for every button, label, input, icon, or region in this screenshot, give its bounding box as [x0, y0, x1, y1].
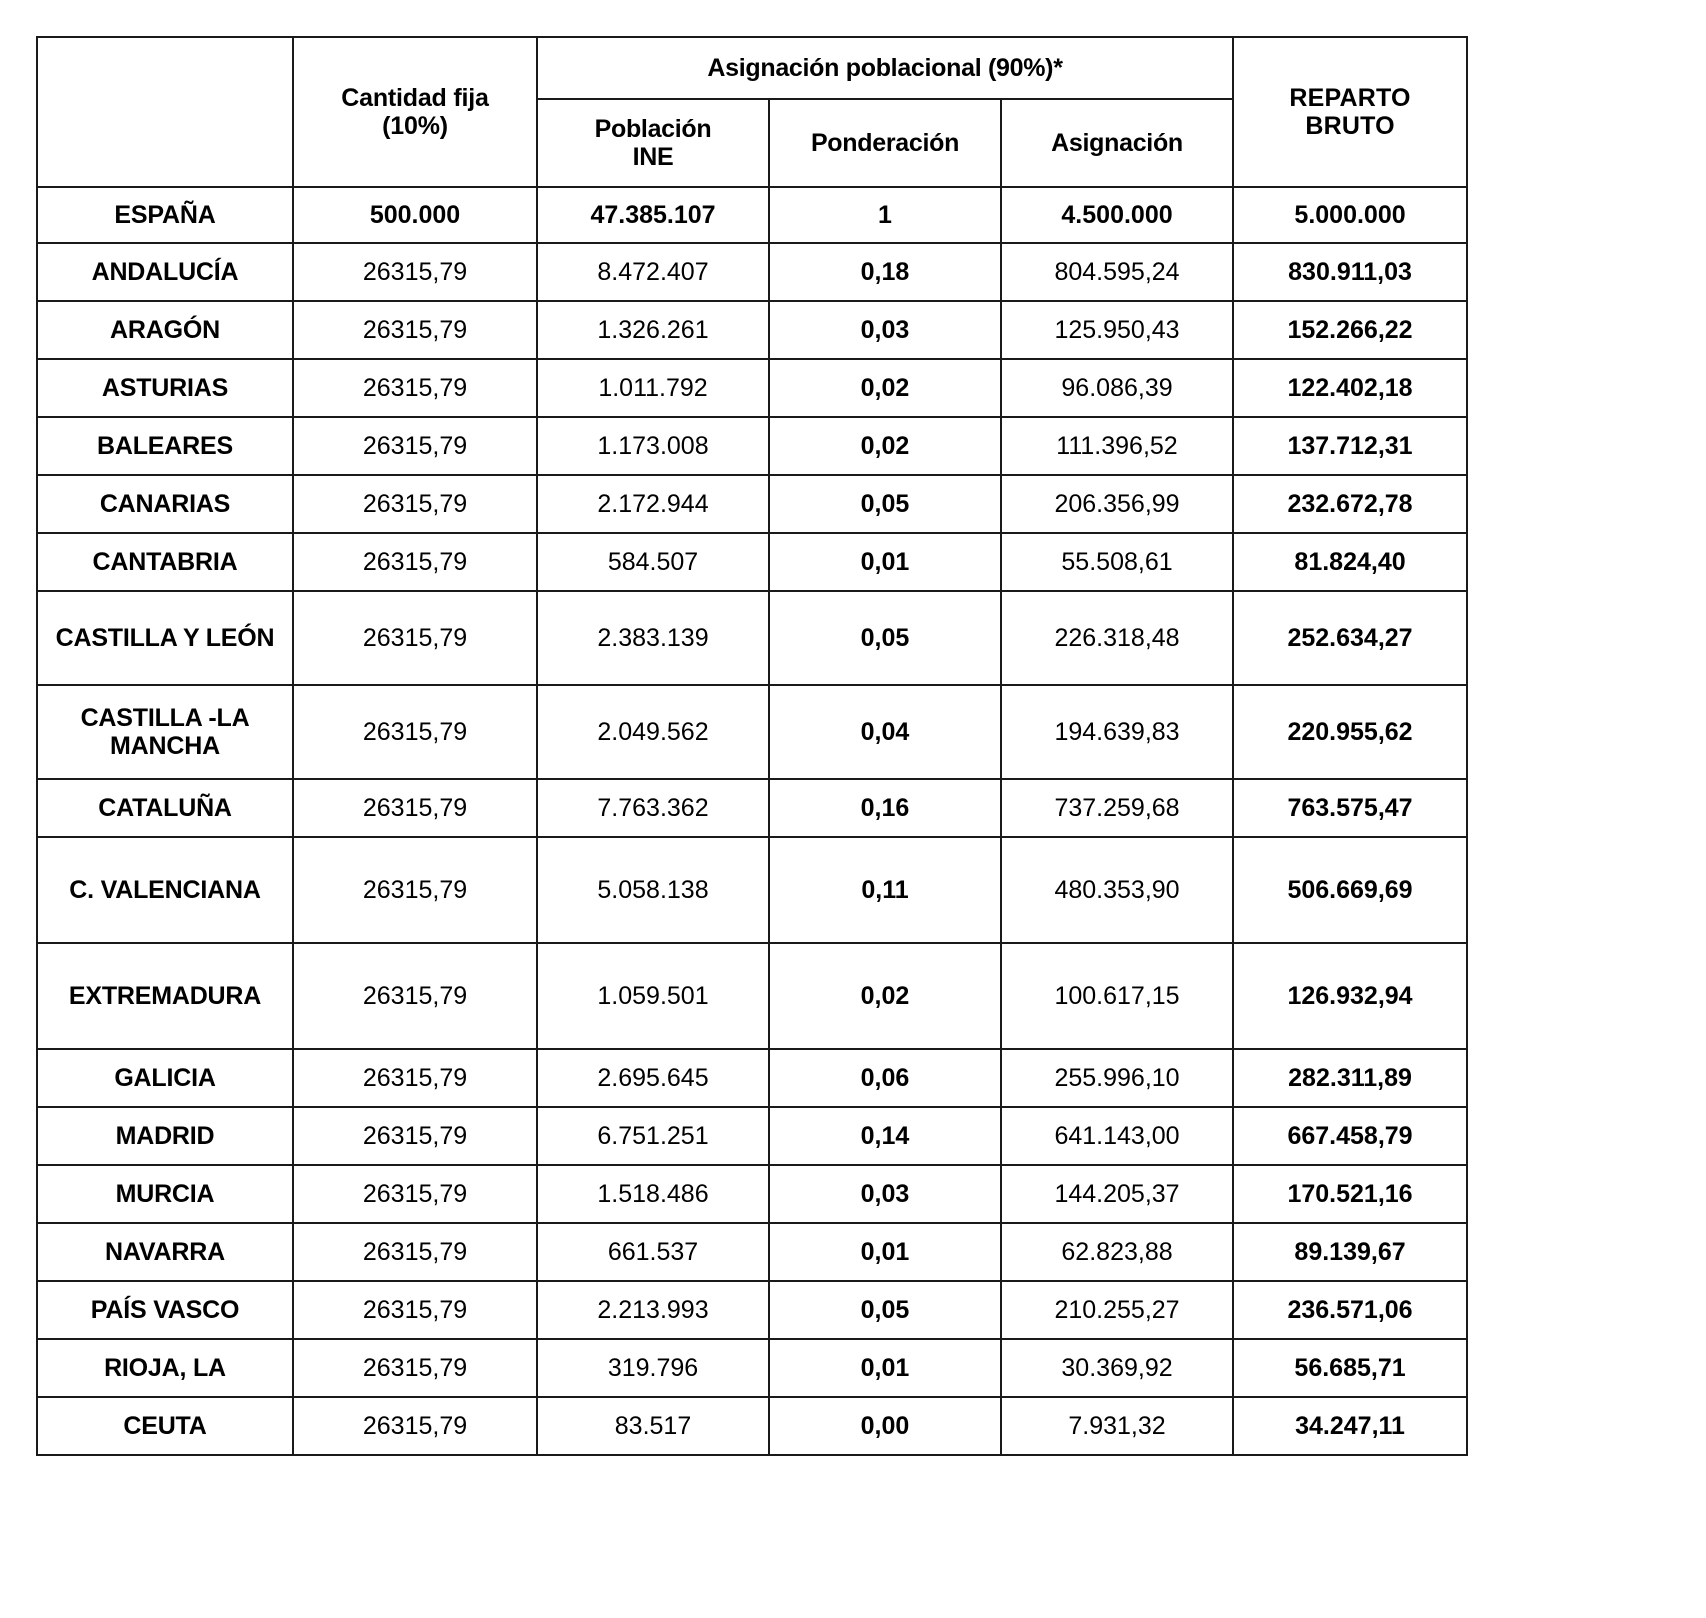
cell-poblacion-ine: 1.173.008 [537, 417, 769, 475]
cell-cantidad-fija: 26315,79 [293, 475, 537, 533]
row-label: CANTABRIA [37, 533, 293, 591]
cell-ponderacion: 0,01 [769, 1223, 1001, 1281]
cell-poblacion-ine: 47.385.107 [537, 187, 769, 243]
header-cantidad-fija-line2: (10%) [382, 112, 448, 140]
row-label-espana: ESPAÑA [37, 187, 293, 243]
table-row [37, 1397, 1467, 1455]
table-row [37, 1223, 1467, 1281]
cell-poblacion-ine: 1.518.486 [537, 1165, 769, 1223]
cell-cantidad-fija: 26315,79 [293, 685, 537, 779]
cell-reparto-bruto: 830.911,03 [1233, 243, 1467, 301]
cell-asignacion: 30.369,92 [1001, 1339, 1233, 1397]
header-row-top [37, 37, 1467, 99]
cell-asignacion: 737.259,68 [1001, 779, 1233, 837]
row-label: NAVARRA [37, 1223, 293, 1281]
cell-ponderacion: 0,05 [769, 475, 1001, 533]
cell-poblacion-ine: 2.172.944 [537, 475, 769, 533]
cell-poblacion-ine: 83.517 [537, 1397, 769, 1455]
header-cantidad-fija [293, 37, 537, 187]
table-row [37, 359, 1467, 417]
row-label: CEUTA [37, 1397, 293, 1455]
cell-ponderacion: 0,02 [769, 417, 1001, 475]
header-reparto-bruto-line1: REPARTO [1289, 84, 1411, 112]
row-label: C. VALENCIANA [37, 837, 293, 943]
cell-reparto-bruto: 252.634,27 [1233, 591, 1467, 685]
cell-poblacion-ine: 1.326.261 [537, 301, 769, 359]
table-header [37, 37, 1467, 187]
cell-cantidad-fija: 26315,79 [293, 243, 537, 301]
row-label: BALEARES [37, 417, 293, 475]
table-row [37, 475, 1467, 533]
table-row [37, 591, 1467, 685]
cell-asignacion: 100.617,15 [1001, 943, 1233, 1049]
cell-asignacion: 206.356,99 [1001, 475, 1233, 533]
cell-asignacion: 7.931,32 [1001, 1397, 1233, 1455]
table-row [37, 533, 1467, 591]
table-row [37, 243, 1467, 301]
cell-asignacion: 62.823,88 [1001, 1223, 1233, 1281]
table-row [37, 943, 1467, 1049]
cell-cantidad-fija: 26315,79 [293, 533, 537, 591]
row-label: ASTURIAS [37, 359, 293, 417]
cell-asignacion: 255.996,10 [1001, 1049, 1233, 1107]
cell-asignacion: 641.143,00 [1001, 1107, 1233, 1165]
cell-ponderacion: 0,16 [769, 779, 1001, 837]
cell-asignacion: 480.353,90 [1001, 837, 1233, 943]
cell-cantidad-fija: 26315,79 [293, 1223, 537, 1281]
cell-poblacion-ine: 1.011.792 [537, 359, 769, 417]
cell-ponderacion: 0,00 [769, 1397, 1001, 1455]
header-asignacion-poblacional: Asignación poblacional (90%)* [537, 37, 1233, 99]
cell-cantidad-fija: 26315,79 [293, 1397, 537, 1455]
cell-asignacion: 210.255,27 [1001, 1281, 1233, 1339]
cell-ponderacion: 0,05 [769, 591, 1001, 685]
cell-asignacion: 226.318,48 [1001, 591, 1233, 685]
cell-ponderacion: 0,03 [769, 1165, 1001, 1223]
cell-ponderacion: 0,01 [769, 533, 1001, 591]
cell-poblacion-ine: 661.537 [537, 1223, 769, 1281]
cell-reparto-bruto: 126.932,94 [1233, 943, 1467, 1049]
table-body [37, 187, 1467, 1455]
row-label: MURCIA [37, 1165, 293, 1223]
header-reparto-bruto [1233, 37, 1467, 187]
table-row [37, 1339, 1467, 1397]
header-reparto-bruto-line2: BRUTO [1305, 112, 1395, 140]
cell-poblacion-ine: 7.763.362 [537, 779, 769, 837]
cell-reparto-bruto: 34.247,11 [1233, 1397, 1467, 1455]
cell-ponderacion: 1 [769, 187, 1001, 243]
row-label: ARAGÓN [37, 301, 293, 359]
header-asignacion: Asignación [1001, 99, 1233, 187]
row-label: CANARIAS [37, 475, 293, 533]
table-row [37, 1281, 1467, 1339]
cell-asignacion: 4.500.000 [1001, 187, 1233, 243]
table-row-total [37, 187, 1467, 243]
cell-cantidad-fija: 26315,79 [293, 779, 537, 837]
table-row [37, 417, 1467, 475]
cell-asignacion: 144.205,37 [1001, 1165, 1233, 1223]
header-poblacion-ine-line1: Población [594, 115, 712, 143]
cell-cantidad-fija: 500.000 [293, 187, 537, 243]
table-row [37, 1049, 1467, 1107]
cell-cantidad-fija: 26315,79 [293, 591, 537, 685]
row-label: GALICIA [37, 1049, 293, 1107]
cell-ponderacion: 0,05 [769, 1281, 1001, 1339]
row-label: CASTILLA -LA MANCHA [37, 685, 293, 779]
cell-cantidad-fija: 26315,79 [293, 359, 537, 417]
cell-poblacion-ine: 584.507 [537, 533, 769, 591]
cell-reparto-bruto: 763.575,47 [1233, 779, 1467, 837]
table-row [37, 685, 1467, 779]
cell-ponderacion: 0,03 [769, 301, 1001, 359]
cell-reparto-bruto: 137.712,31 [1233, 417, 1467, 475]
cell-ponderacion: 0,18 [769, 243, 1001, 301]
cell-ponderacion: 0,11 [769, 837, 1001, 943]
cell-poblacion-ine: 319.796 [537, 1339, 769, 1397]
cell-asignacion: 194.639,83 [1001, 685, 1233, 779]
cell-poblacion-ine: 8.472.407 [537, 243, 769, 301]
cell-poblacion-ine: 5.058.138 [537, 837, 769, 943]
cell-asignacion: 96.086,39 [1001, 359, 1233, 417]
cell-ponderacion: 0,01 [769, 1339, 1001, 1397]
row-label: PAÍS VASCO [37, 1281, 293, 1339]
cell-cantidad-fija: 26315,79 [293, 943, 537, 1049]
cell-ponderacion: 0,04 [769, 685, 1001, 779]
table-row [37, 301, 1467, 359]
cell-asignacion: 125.950,43 [1001, 301, 1233, 359]
header-cantidad-fija-line1: Cantidad fija [341, 84, 489, 112]
cell-reparto-bruto: 56.685,71 [1233, 1339, 1467, 1397]
row-label: CATALUÑA [37, 779, 293, 837]
cell-ponderacion: 0,06 [769, 1049, 1001, 1107]
cell-poblacion-ine: 2.213.993 [537, 1281, 769, 1339]
cell-poblacion-ine: 2.695.645 [537, 1049, 769, 1107]
cell-reparto-bruto: 220.955,62 [1233, 685, 1467, 779]
cell-reparto-bruto: 81.824,40 [1233, 533, 1467, 591]
cell-cantidad-fija: 26315,79 [293, 1165, 537, 1223]
cell-reparto-bruto: 667.458,79 [1233, 1107, 1467, 1165]
table-row [37, 779, 1467, 837]
cell-poblacion-ine: 2.383.139 [537, 591, 769, 685]
row-label: EXTREMADURA [37, 943, 293, 1049]
cell-reparto-bruto: 122.402,18 [1233, 359, 1467, 417]
cell-cantidad-fija: 26315,79 [293, 1339, 537, 1397]
cell-reparto-bruto: 236.571,06 [1233, 1281, 1467, 1339]
cell-asignacion: 111.396,52 [1001, 417, 1233, 475]
cell-asignacion: 804.595,24 [1001, 243, 1233, 301]
cell-reparto-bruto: 170.521,16 [1233, 1165, 1467, 1223]
table-row [37, 1165, 1467, 1223]
cell-cantidad-fija: 26315,79 [293, 1107, 537, 1165]
cell-cantidad-fija: 26315,79 [293, 417, 537, 475]
header-poblacion-ine-line2: INE [632, 143, 674, 171]
table-row [37, 837, 1467, 943]
header-corner-blank [37, 37, 293, 187]
cell-reparto-bruto: 232.672,78 [1233, 475, 1467, 533]
cell-cantidad-fija: 26315,79 [293, 301, 537, 359]
row-label: ANDALUCÍA [37, 243, 293, 301]
cell-reparto-bruto: 152.266,22 [1233, 301, 1467, 359]
reparto-table-container [36, 36, 1466, 1456]
table-row [37, 1107, 1467, 1165]
cell-reparto-bruto: 89.139,67 [1233, 1223, 1467, 1281]
cell-poblacion-ine: 1.059.501 [537, 943, 769, 1049]
row-label: RIOJA, LA [37, 1339, 293, 1397]
cell-reparto-bruto: 506.669,69 [1233, 837, 1467, 943]
cell-ponderacion: 0,02 [769, 943, 1001, 1049]
cell-poblacion-ine: 6.751.251 [537, 1107, 769, 1165]
cell-asignacion: 55.508,61 [1001, 533, 1233, 591]
row-label: CASTILLA Y LEÓN [37, 591, 293, 685]
header-poblacion-ine [537, 99, 769, 187]
cell-cantidad-fija: 26315,79 [293, 1281, 537, 1339]
cell-cantidad-fija: 26315,79 [293, 1049, 537, 1107]
cell-ponderacion: 0,14 [769, 1107, 1001, 1165]
cell-cantidad-fija: 26315,79 [293, 837, 537, 943]
cell-poblacion-ine: 2.049.562 [537, 685, 769, 779]
reparto-table [36, 36, 1468, 1456]
header-ponderacion: Ponderación [769, 99, 1001, 187]
cell-ponderacion: 0,02 [769, 359, 1001, 417]
row-label: MADRID [37, 1107, 293, 1165]
cell-reparto-bruto: 282.311,89 [1233, 1049, 1467, 1107]
cell-reparto-bruto: 5.000.000 [1233, 187, 1467, 243]
